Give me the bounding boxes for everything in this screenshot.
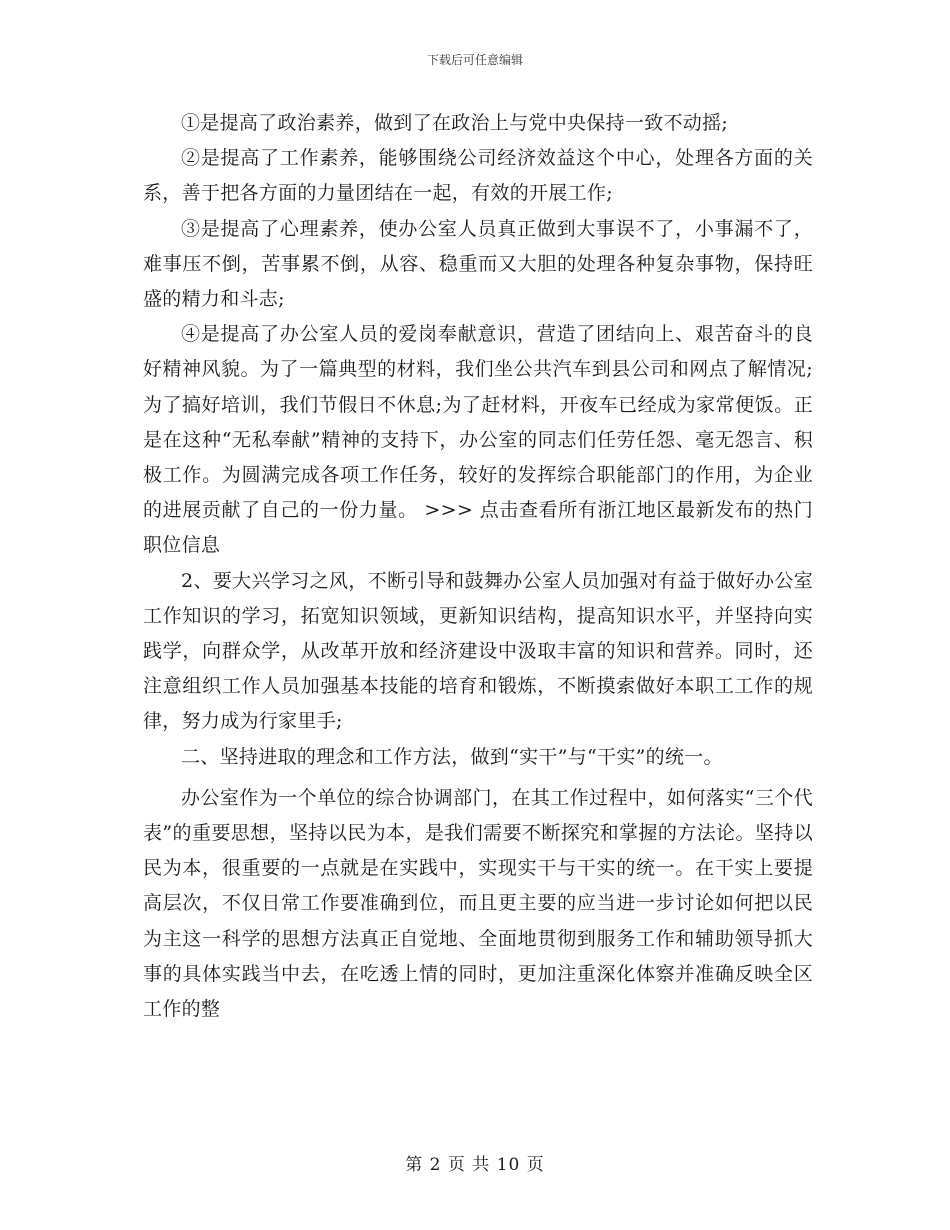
paragraph-7: 办公室作为一个单位的综合协调部门，在其工作过程中，如何落实“三个代表”的重要思想，坚持以民为本，是我们需要不断探究和掌握的方法论。坚持以民为本，很重要的一点就是在实践中，实现实干与干实的统一。在干实上要提高层次，不仅日常工作要准确到位，而且更主要的应当进一步讨论如何把以民为主这一科学的思想方法真正自觉地、全面地贯彻到服务工作和辅助领导抓大事的具体实践当中去，在吃透上情的同时，更加注重深化体察并准确反映全区工作的整	[143, 786, 813, 1021]
page-number: 第 2 页 共 10 页	[405, 1155, 545, 1175]
page-header: 下载后可任意编辑	[426, 53, 523, 67]
paragraph-5: 2、要大兴学习之风，不断引导和鼓舞办公室人员加强对有益于做好办公室工作知识的学习，拓宽知识领域，更新知识结构，提高知识水平，并坚持向实践学，向群众学，从改革开放和经济建设中汲取丰富的知识和营养。同时，还注意组织工作人员加强基本技能的培育和锻炼，不断摸索做好本职工工作的规律，努力成为行家里手;	[143, 569, 813, 733]
paragraph-3: ③是提高了心理素养，使办公室人员真正做到大事误不了，小事漏不了，难事压不倒，苦事累不倒，从容、稳重而又大胆的处理各种复杂事物，保持旺盛的精力和斗志;	[143, 217, 813, 311]
paragraph-2: ②是提高了工作素养，能够围绕公司经济效益这个中心，处理各方面的关系，善于把各方面的力量团结在一起，有效的开展工作;	[143, 147, 813, 205]
paragraph-4: ④是提高了办公室人员的爱岗奉献意识，营造了团结向上、艰苦奋斗的良好精神风貌。为了一篇典型的材料，我们坐公共汽车到县公司和网点了解情况;为了搞好培训，我们节假日不休息;为了赶材料，开夜车已经成为家常便饭。正是在这种“无私奉献”精神的支持下，办公室的同志们任劳任怨、毫无怨言、积极工作。为圆满完成各项工作任务，较好的发挥综合职能部门的作用，为企业的进展贡献了自己的一份力量。 >>> 点击查看所有浙江地区最新发布的热门职位信息	[143, 323, 813, 557]
paragraph-1: ①是提高了政治素养，做到了在政治上与党中央保持一致不动摇;	[181, 112, 729, 134]
document-body	[143, 106, 813, 1027]
section-heading-2: 二、坚持进取的理念和工作方法，做到“实干”与“干实”的统一。	[181, 745, 723, 768]
